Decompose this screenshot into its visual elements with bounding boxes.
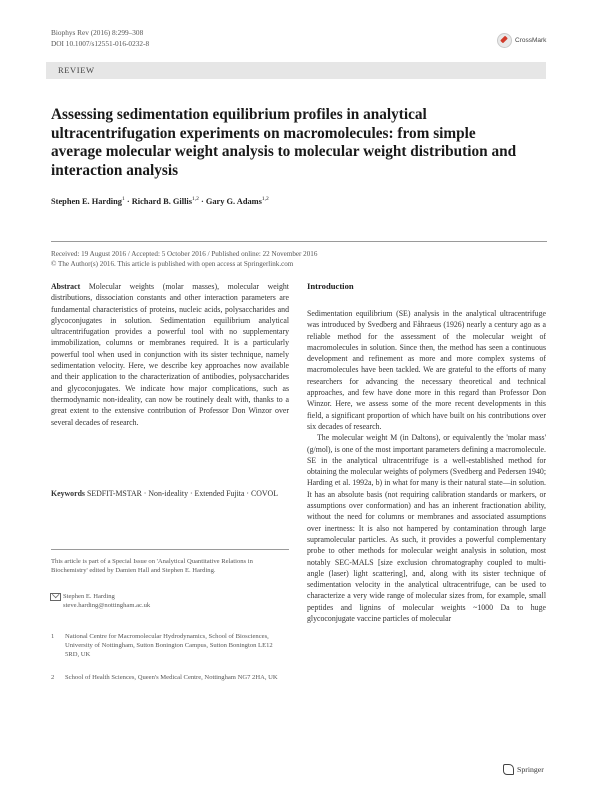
paragraph: The molecular weight M (in Daltons), or equivalently the 'molar mass' (g/mol), is one of the most important parameters defining a macromolecule. SE in the analytical ultracentrifuge is a well-established method for obtaining the molecular weights of polymers (Svedberg and Pedersen 1940; Harding et al. 1992a, b) in what for many is their natural state—in solution. It has an absolute basis (not requiring calibration standards or markers, or assumptions over conformation) and has an inherent fractionation ability, without the need for columns or membranes and associated assumptions over inertness: It is also not hampered by contamination through large supramolecular particles. As such, it provides a powerful complementary probe to other methods for molecular weight analysis in solution, most notably SEC-MALS [size exclusion chromatography coupled to multi-angle (laser) light scattering], and, along with its sister technique of sedimentation velocity in the analytical ultracentrifuge, can be used to characterize a very wide range of molecular sizes from, for example, small peptides and lignins of molecular weights ~1000 Da to huge glycoconjugate vaccine particles of molecular (307, 433, 546, 624)
paragraph: Sedimentation equilibrium (SE) analysis in the analytical ultracentrifuge was introduced by Svedberg and Fåhraeus (1926) nearly a century ago as a reliable method for the assessment of the molecular weight of macromolecules in solution. Since then, the method has seen a continuous development and refinement as more and more complex systems of macromolecules have been tackled. We are grateful to the efforts of many researchers for advancing the necessary theoretical and technical approaches, and few have done more in this regard than Professor Don Winzor. Here, we assess some of the more recent developments in this field, a significant proportion of which have built on his contributions over six decades of research. (307, 309, 546, 431)
keywords-text: SEDFIT-MSTAR · Non-ideality · Extended Fujita · COVOL (86, 489, 278, 498)
author-name[interactable]: Stephen E. Harding (51, 196, 122, 206)
springer-horse-icon (503, 764, 514, 775)
abstract (51, 281, 289, 428)
affiliation-text: National Centre for Macromolecular Hydrodynamics, School of Biosciences, University of Nottingham, Sutton Bonington Campus, Sutton Bonington LE12 5RD, UK (65, 633, 273, 659)
contact-email[interactable]: steve.harding@nottingham.ac.uk (63, 602, 151, 610)
author-affiliation-ref: 1 (121, 196, 125, 202)
crossmark-badge[interactable] (497, 33, 546, 48)
divider (51, 241, 547, 242)
author-separator: · (124, 196, 132, 206)
envelope-icon (50, 593, 61, 601)
article-type-label: REVIEW (58, 65, 95, 75)
crossmark-label: CrossMark (515, 37, 547, 44)
journal-citation: Biophys Rev (2016) 8:299–308 (51, 28, 144, 37)
doi[interactable]: DOI 10.1007/s12551-016-0232-8 (51, 39, 150, 48)
introduction-body (307, 308, 546, 624)
author-list (51, 196, 269, 206)
affiliation-text: School of Health Sciences, Queen's Medical Centre, Nottingham NG7 2HA, UK (65, 674, 278, 681)
corresponding-author (63, 592, 150, 610)
abstract-heading: Abstract (51, 282, 81, 291)
copyright-line: © The Author(s) 2016. This article is published with open access at Springerlink.com (51, 259, 294, 268)
dates-line: Received: 19 August 2016 / Accepted: 5 October 2016 / Published online: 22 November 2016 (51, 250, 318, 258)
author-name[interactable]: Gary G. Adams (205, 196, 262, 206)
author-name[interactable]: Richard B. Gillis (131, 196, 192, 206)
footnote-divider (51, 549, 289, 550)
affiliation-number: 1 (51, 633, 55, 640)
author-affiliation-ref: 1,2 (261, 196, 269, 202)
publisher-logo (503, 764, 544, 775)
keywords-heading: Keywords (51, 489, 85, 498)
crossmark-icon (497, 33, 512, 48)
article-type-bar (46, 62, 546, 79)
article-title: Assessing sedimentation equilibrium profiles in analytical ultracentrifugation experiments on macromolecules: from simple average molecular weight analysis to molecular weight distribution and interaction analysis (51, 106, 517, 179)
publisher-name: Springer (517, 765, 544, 774)
author-separator: · (198, 196, 206, 206)
author-affiliation-ref: 1,2 (191, 196, 199, 202)
affiliation (51, 632, 289, 672)
special-issue-note: This article is part of a Special Issue on 'Analytical Quantitative Relations in Biochemistry' edited by Damien Hall and Stephen E. Harding. (51, 558, 253, 575)
contact-name: Stephen E. Harding (63, 593, 115, 600)
keywords (51, 488, 289, 499)
abstract-text: Molecular weights (molar masses), molecular weight distributions, dissociation constants and other interaction parameters are fundamental characteristics of proteins, nucleic acids, polysaccharides and glycoconjugates in solution. Sedimentation equilibrium analytical ultracentrifugation provides a powerful tool with no supplementary immobilization, columns or membranes required. It is a particularly powerful tool when used in conjunction with its sister technique, namely sedimentation velocity. Here, we describe key approaches now available and their application to the characterization of antibodies, polysaccharides and glycoconjugates. We indicate how major complications, such as thermodynamic non-ideality, can now be routinely dealt with, thanks to a great extent to the extensive contribution of Professor Don Winzor over several decades of research. (51, 282, 289, 427)
introduction-heading: Introduction (307, 281, 354, 291)
affiliation-number: 2 (51, 674, 55, 681)
affiliation (51, 673, 289, 693)
publication-dates (51, 250, 317, 269)
